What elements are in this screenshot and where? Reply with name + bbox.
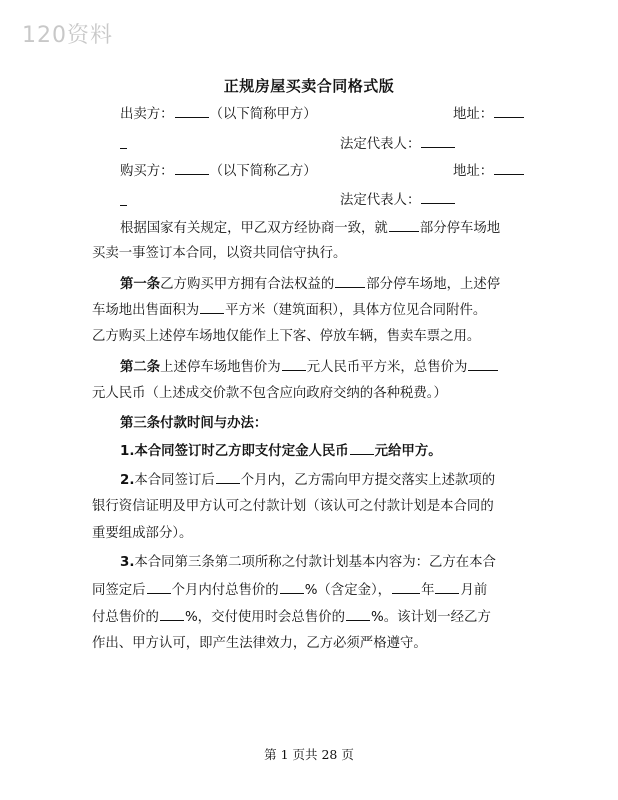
intro-line-1 xyxy=(120,218,500,239)
blank xyxy=(175,104,209,118)
text: 部分停车场地 xyxy=(419,221,501,236)
text: 元人民币平方米，总售价为 xyxy=(306,360,468,375)
blank xyxy=(494,104,524,118)
blank xyxy=(421,190,455,204)
blank xyxy=(282,357,306,371)
blank xyxy=(421,134,455,148)
document-title: 正规房屋买卖合同格式版 xyxy=(223,77,395,95)
blank xyxy=(468,357,498,371)
text: 个月内付总售价的 xyxy=(171,583,279,598)
article-3-item-2-line-2: 银行资信证明及甲方认可之付款计划（该认可之付款计划是本合同的 xyxy=(92,499,494,514)
buyer-line xyxy=(120,161,317,182)
buyer-suffix: （以下简称乙方） xyxy=(209,164,317,179)
article-heading: 第二条 xyxy=(120,360,161,375)
seller-label: 出卖方： xyxy=(120,107,174,122)
text: 上述停车场地售价为 xyxy=(160,360,281,375)
page-footer: 第 1 页共 28 页 xyxy=(264,747,354,762)
watermark: 120资料 xyxy=(22,23,113,48)
text: 1.本合同签订时乙方即支付定金人民币 xyxy=(120,444,349,459)
text: 部分停车场地，上述停 xyxy=(366,277,501,292)
article-1-line-3: 乙方购买上述停车场地仅能作上下客、停放车辆，售卖车票之用。 xyxy=(92,329,481,344)
article-1-line-2 xyxy=(92,300,486,321)
article-3-item-2-line-1 xyxy=(120,470,495,491)
blank xyxy=(120,205,127,206)
text: %（含定金）， xyxy=(304,583,392,598)
text: 月前 xyxy=(460,583,488,598)
article-3-item-3-line-2 xyxy=(92,580,487,601)
text: 个月内，乙方需向甲方提交落实上述款项的 xyxy=(240,473,496,488)
blank xyxy=(175,161,209,175)
rep-label: 法定代表人： xyxy=(340,193,421,208)
blank xyxy=(494,161,524,175)
blank xyxy=(335,274,365,288)
text: 乙方购买甲方拥有合法权益的 xyxy=(160,277,335,292)
article-heading: 第一条 xyxy=(120,277,161,292)
text: %，交付使用时会总售价的 xyxy=(184,610,345,625)
article-2-line-2: 元人民币（上述成交价款不包含应向政府交纳的各种税费。） xyxy=(92,386,447,401)
blank xyxy=(392,580,420,594)
blank xyxy=(389,218,419,232)
buyer-rep xyxy=(340,190,456,211)
article-3-item-3-line-4: 作出、甲方认可，即产生法律效力，乙方必须严格遵守。 xyxy=(92,636,427,651)
buyer-label: 购买方： xyxy=(120,164,174,179)
article-3-item-2-line-3: 重要组成部分）。 xyxy=(92,526,193,541)
article-3-heading: 第三条付款时间与办法： xyxy=(120,416,268,431)
blank xyxy=(120,148,127,149)
address-label: 地址： xyxy=(453,164,494,179)
blank xyxy=(350,441,374,455)
seller-line xyxy=(120,104,317,125)
text: %。该计划一经乙方 xyxy=(370,610,491,625)
address-label: 地址： xyxy=(453,107,494,122)
text: 车场地出售面积为 xyxy=(92,303,200,318)
text: 本合同签订后 xyxy=(134,473,215,488)
intro-line-2: 买卖一事签订本合同，以资共同信守执行。 xyxy=(92,246,347,261)
seller-suffix: （以下简称甲方） xyxy=(209,107,317,122)
text: 同签定后 xyxy=(92,583,146,598)
item-number: 3. xyxy=(120,555,135,570)
article-2-line-1 xyxy=(120,357,499,378)
article-1-line-1 xyxy=(120,274,500,295)
text: 平方米（建筑面积），具体方位见合同附件。 xyxy=(225,303,487,318)
text: 年 xyxy=(421,583,435,598)
text: 根据国家有关规定，甲乙双方经协商一致，就 xyxy=(120,221,388,236)
item-number: 2. xyxy=(120,473,135,488)
blank xyxy=(147,580,171,594)
text: 付总售价的 xyxy=(92,610,159,625)
buyer-address xyxy=(453,161,525,182)
text: 元给甲方。 xyxy=(374,444,442,459)
article-3-item-1 xyxy=(120,441,442,462)
blank xyxy=(160,607,184,621)
seller-rep xyxy=(340,134,456,155)
article-3-item-3-line-1 xyxy=(120,553,496,573)
seller-address xyxy=(453,104,525,125)
text: 本合同第三条第二项所称之付款计划基本内容为：乙方在本合 xyxy=(134,555,496,570)
blank xyxy=(280,580,304,594)
blank xyxy=(346,607,370,621)
blank xyxy=(216,470,240,484)
article-3-item-3-line-3 xyxy=(92,607,491,628)
rep-label: 法定代表人： xyxy=(340,137,421,152)
blank xyxy=(435,580,459,594)
blank xyxy=(200,300,224,314)
